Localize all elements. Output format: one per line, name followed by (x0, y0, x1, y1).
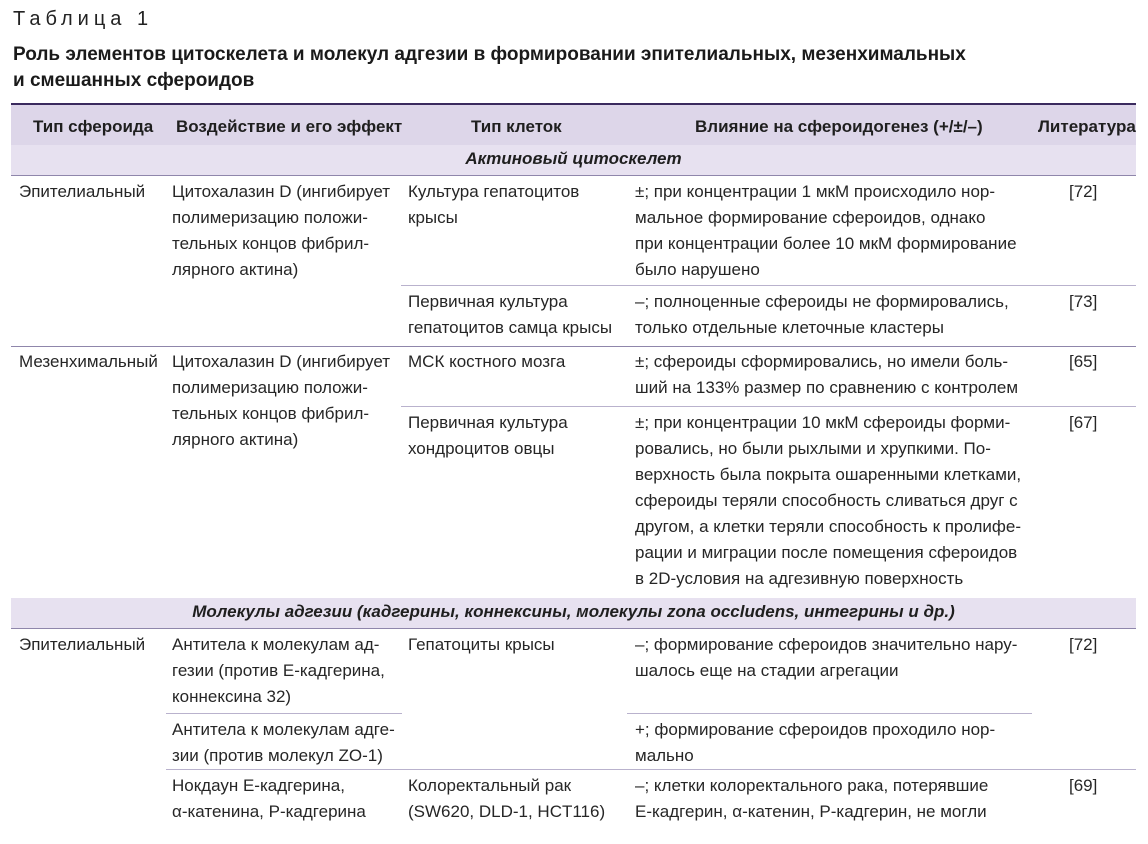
row2b-literature: [67] (1069, 413, 1098, 432)
row1a-cell-type: Культура гепатоцитов крысы (408, 182, 580, 227)
row2a-influence: ±; сфероиды сформировались, но имели боль- ший на 133% размер по сравнению с контролем (635, 352, 1019, 397)
header-spheroid-type: Тип сфероида (33, 117, 154, 136)
row3a-influence: –; формирование сфероидов значительно нару- шалось еще на стадии агрегации (635, 635, 1018, 680)
header-effect: Воздействие и его эффект (176, 117, 403, 136)
row3-literature: [72] (1069, 635, 1098, 654)
divider (166, 769, 1136, 770)
row3b-influence: +; формирование сфероидов проходило нор- мально (635, 720, 996, 765)
table-title: Роль элементов цитоскелета и молекул адгезии в формировании эпителиальных, мезенхимальных и смешанных сфероидов (13, 44, 966, 91)
divider (11, 346, 1136, 347)
section-actin: Актиновый цитоскелет (11, 145, 1136, 175)
row1-spheroid-type: Эпителиальный (19, 182, 146, 201)
row2b-influence: ±; при концентрации 10 мкМ сфероиды форми- ровались, но были рыхлыми и хрупкими. По- верхность была покрыта ошаренными клетками, сфероиды теряли способность сливаться друг с другом, а клетки теряли способность к пролифе- рации и миграции после помещения сфероидов в 2D-условия на адгезивную поверхность (635, 413, 1022, 588)
header-literature: Литература (1038, 117, 1136, 136)
row1-effect: Цитохалазин D (ингибирует полимеризацию положи- тельных концов фибрил- лярного актина) (172, 182, 391, 279)
section-adhesion: Молекулы адгезии (кадгерины, коннексины, молекулы zona occludens, интегрины и др.) (11, 598, 1136, 628)
divider (401, 285, 1136, 286)
row4-effect: Нокдаун Е-кадгерина, α-катенина, Р-кадгерина (172, 776, 366, 821)
row2-effect: Цитохалазин D (ингибирует полимеризацию положи- тельных концов фибрил- лярного актина) (172, 352, 391, 449)
divider (11, 175, 1136, 176)
row1a-influence: ±; при концентрации 1 мкМ происходило нор- мальное формирование сфероидов, однако при концентрации более 10 мкМ формирование было нарушено (635, 182, 1017, 279)
row2-spheroid-type: Мезенхимальный (19, 352, 158, 371)
row1a-literature: [72] (1069, 182, 1098, 201)
row3-spheroid-type: Эпителиальный (19, 635, 146, 654)
row2a-literature: [65] (1069, 352, 1098, 371)
row4-cell-type: Колоректальный рак (SW620, DLD-1, HCT116) (408, 776, 606, 821)
divider (401, 406, 1136, 407)
divider (627, 713, 1032, 714)
row1b-literature: [73] (1069, 292, 1098, 311)
table-label: Таблица 1 (13, 8, 154, 30)
divider (11, 628, 1136, 629)
header-influence: Влияние на сфероидогенез (+/±/–) (695, 117, 983, 136)
row1b-cell-type: Первичная культура гепатоцитов самца крысы (408, 292, 613, 337)
header-cell-type: Тип клеток (471, 117, 562, 136)
row4-influence: –; клетки колоректального рака, потерявшие Е-кадгерин, α-катенин, Р-кадгерин, не могли (635, 776, 989, 821)
row1b-influence: –; полноценные сфероиды не формировались, только отдельные клеточные кластеры (635, 292, 1009, 337)
row3a-effect: Антитела к молекулам ад- гезии (против Е-кадгерина, коннексина 32) (172, 635, 385, 706)
row4-literature: [69] (1069, 776, 1098, 795)
row2a-cell-type: МСК костного мозга (408, 352, 566, 371)
divider (166, 713, 402, 714)
row3b-effect: Антитела к молекулам адге- зии (против молекул ZO-1) (172, 720, 395, 765)
row3-cell-type: Гепатоциты крысы (408, 635, 555, 654)
table-header (11, 103, 1136, 145)
row2b-cell-type: Первичная культура хондроцитов овцы (408, 413, 568, 458)
